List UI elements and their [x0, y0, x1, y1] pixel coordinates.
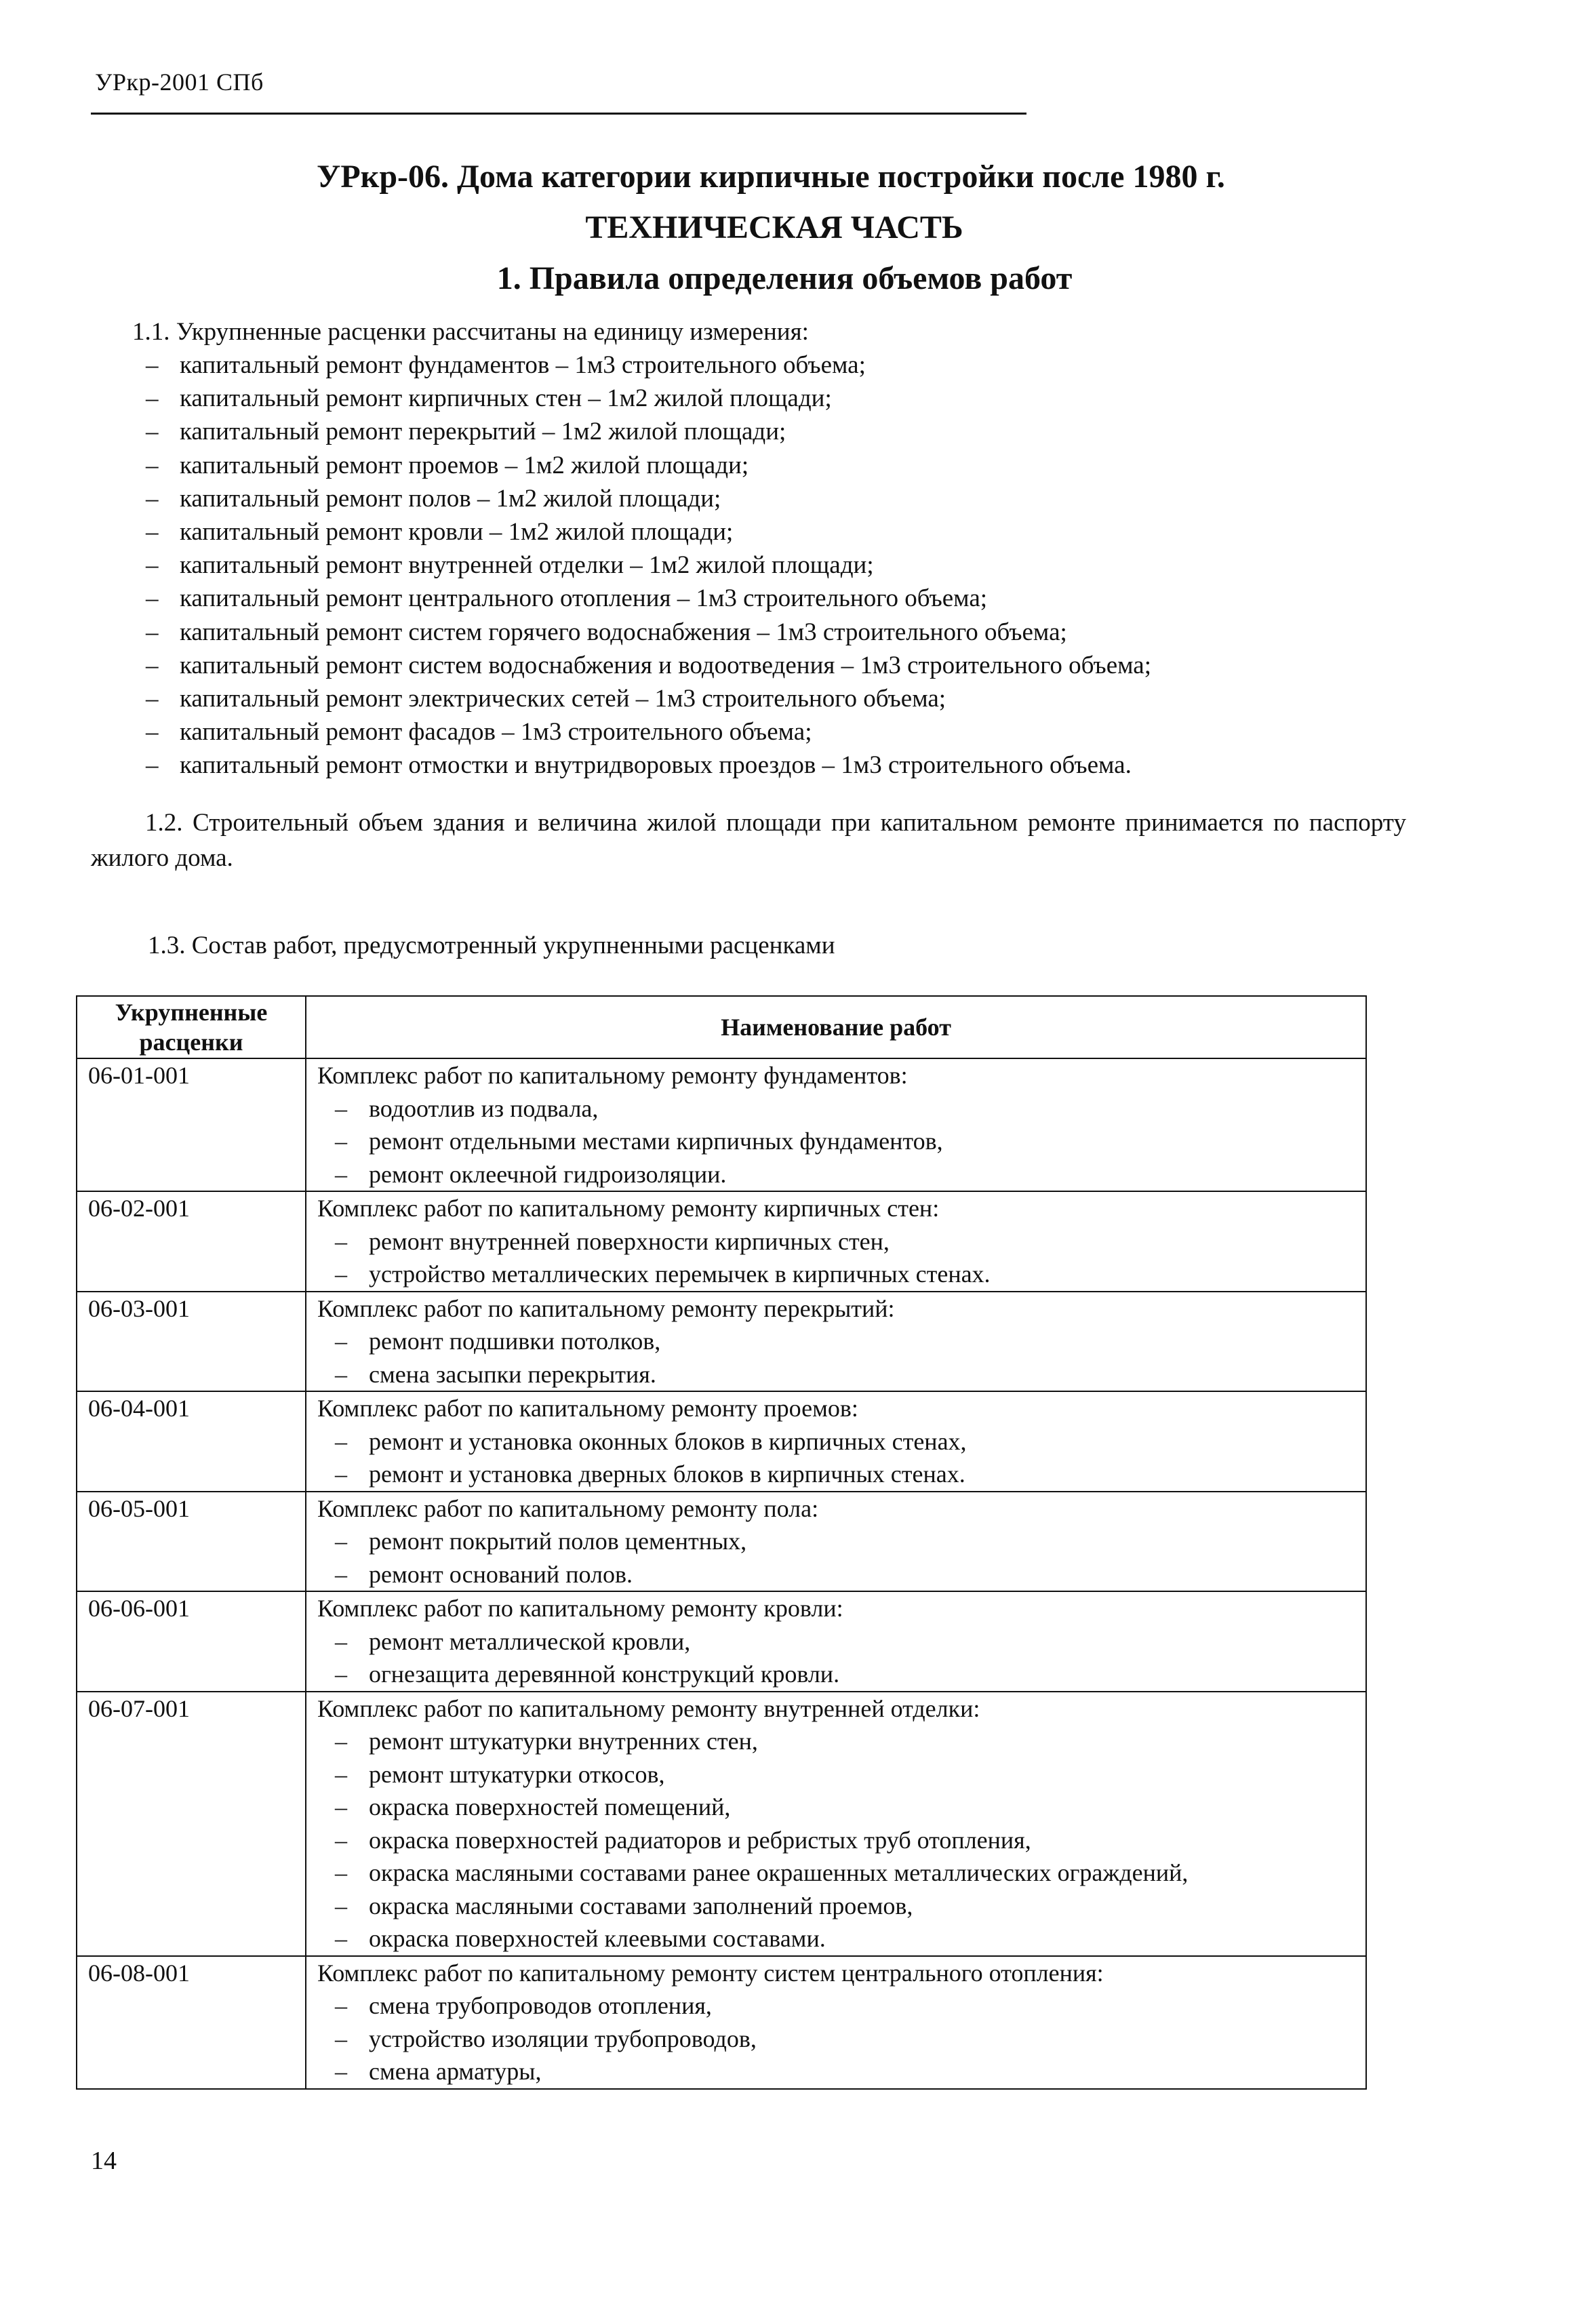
work-item: – смена арматуры, — [335, 2058, 542, 2085]
section-title: ТЕХНИЧЕСКАЯ ЧАСТЬ — [585, 210, 963, 245]
document-code: УРкр-2001 СПб — [95, 68, 264, 96]
paragraph-1-2: 1.2. Строительный объем здания и величина жилой площади при капитальном ремонте принимается по паспорту жилого дома. — [91, 809, 1406, 872]
column-header-name: Наименование работ — [306, 996, 1366, 1058]
list-item: – капитальный ремонт отмостки и внутридворовых проездов – 1м3 строительного объема. — [146, 751, 1132, 780]
list-item: – капитальный ремонт центрального отопления – 1м3 строительного объема; — [146, 584, 988, 613]
table-row — [77, 1191, 1366, 1292]
work-description — [306, 1058, 1366, 1191]
work-item: – смена трубопроводов отопления, — [335, 1992, 712, 2019]
header-divider — [91, 113, 1026, 115]
paragraph-1-1-intro: 1.1. Укрупненные расценки рассчитаны на единицу измерения: — [132, 318, 809, 346]
rate-code: 06-03-001 — [77, 1292, 306, 1392]
work-complex-title: Комплекс работ по капитальному ремонту кровли: — [317, 1595, 843, 1622]
table-header-row — [77, 996, 1366, 1058]
page-number: 14 — [91, 2147, 117, 2175]
work-item: – ремонт покрытий полов цементных, — [335, 1528, 747, 1555]
paragraph-1-3: 1.3. Состав работ, предусмотренный укрупненными расценками — [148, 932, 835, 959]
work-item: – окраска масляными составами ранее окрашенных металлических ограждений, — [335, 1859, 1189, 1886]
work-description — [306, 1591, 1366, 1692]
work-description — [306, 1191, 1366, 1292]
table-row — [77, 1058, 1366, 1191]
work-item: – ремонт штукатурки внутренних стен, — [335, 1728, 758, 1755]
list-item: – капитальный ремонт фундаментов – 1м3 строительного объема; — [146, 351, 866, 379]
column-header-code: Укрупненные расценки — [77, 996, 306, 1058]
list-item: – капитальный ремонт перекрытий – 1м2 жилой площади; — [146, 418, 786, 446]
work-item: – ремонт металлической кровли, — [335, 1627, 691, 1655]
list-item: – капитальный ремонт фасадов – 1м3 строительного объема; — [146, 718, 812, 746]
rate-code: 06-08-001 — [77, 1956, 306, 2089]
rate-code: 06-07-001 — [77, 1692, 306, 1956]
rate-code: 06-01-001 — [77, 1058, 306, 1191]
work-complex-title: Комплекс работ по капитальному ремонту пола: — [317, 1494, 819, 1522]
work-item: – ремонт оклеечной гидроизоляции. — [335, 1160, 727, 1188]
work-complex-title: Комплекс работ по капитальному ремонту внутренней отделки: — [317, 1694, 980, 1722]
work-item: – ремонт внутренней поверхности кирпичных стен, — [335, 1227, 890, 1255]
work-item: – огнезащита деревянной конструкций кровли. — [335, 1660, 840, 1688]
work-item: – ремонт оснований полов. — [335, 1560, 633, 1588]
work-item: – ремонт подшивки потолков, — [335, 1328, 661, 1355]
work-description — [306, 1292, 1366, 1392]
table-row — [77, 1956, 1366, 2089]
work-description — [306, 1692, 1366, 1956]
list-item: – капитальный ремонт систем водоснабжения и водоотведения – 1м3 строительного объема; — [146, 651, 1151, 679]
work-item: – ремонт и установка дверных блоков в кирпичных стенах. — [335, 1460, 965, 1488]
table-row — [77, 1492, 1366, 1592]
work-complex-title: Комплекс работ по капитальному ремонту фундаментов: — [317, 1062, 908, 1089]
table-row — [77, 1391, 1366, 1492]
table-row — [77, 1591, 1366, 1692]
rate-code: 06-05-001 — [77, 1492, 306, 1592]
work-complex-title: Комплекс работ по капитальному ремонту систем центрального отопления: — [317, 1959, 1104, 1987]
subsection-title: 1. Правила определения объемов работ — [496, 260, 1073, 296]
list-item: – капитальный ремонт систем горячего водоснабжения – 1м3 строительного объема; — [146, 618, 1067, 646]
work-description — [306, 1956, 1366, 2089]
work-item: – смена засыпки перекрытия. — [335, 1360, 656, 1388]
work-item: – ремонт штукатурки откосов, — [335, 1760, 665, 1788]
work-description — [306, 1391, 1366, 1492]
table-row — [77, 1292, 1366, 1392]
measurement-units-list — [146, 349, 1151, 782]
work-item: – окраска поверхностей помещений, — [335, 1793, 731, 1820]
work-item: – ремонт и установка оконных блоков в кирпичных стенах, — [335, 1427, 967, 1455]
page-title: УРкр-06. Дома категории кирпичные постройки после 1980 г. — [317, 159, 1225, 195]
work-item: – устройство изоляции трубопроводов, — [335, 2025, 757, 2052]
rate-code: 06-02-001 — [77, 1191, 306, 1292]
list-item: – капитальный ремонт кирпичных стен – 1м2 жилой площади; — [146, 384, 832, 413]
work-item: – устройство металлических перемычек в кирпичных стенах. — [335, 1260, 991, 1288]
work-composition-table — [76, 995, 1367, 2090]
work-item: – окраска масляными составами заполнений проемов, — [335, 1892, 913, 1919]
work-complex-title: Комплекс работ по капитальному ремонту проемов: — [317, 1395, 858, 1422]
work-complex-title: Комплекс работ по капитальному ремонту кирпичных стен: — [317, 1195, 940, 1222]
rate-code: 06-06-001 — [77, 1591, 306, 1692]
list-item: – капитальный ремонт электрических сетей – 1м3 строительного объема; — [146, 685, 946, 713]
work-item: – ремонт отдельными местами кирпичных фундаментов, — [335, 1128, 943, 1155]
list-item: – капитальный ремонт полов – 1м2 жилой площади; — [146, 484, 721, 513]
work-description — [306, 1492, 1366, 1592]
work-item: – окраска поверхностей клеевыми составами. — [335, 1925, 826, 1952]
rate-code: 06-04-001 — [77, 1391, 306, 1492]
table-row — [77, 1692, 1366, 1956]
list-item: – капитальный ремонт внутренней отделки – 1м2 жилой площади; — [146, 551, 874, 580]
list-item: – капитальный ремонт кровли – 1м2 жилой площади; — [146, 518, 734, 546]
work-complex-title: Комплекс работ по капитальному ремонту перекрытий: — [317, 1294, 895, 1322]
list-item: – капитальный ремонт проемов – 1м2 жилой площади; — [146, 451, 749, 479]
work-item: – водоотлив из подвала, — [335, 1094, 599, 1122]
work-item: – окраска поверхностей радиаторов и ребристых труб отопления, — [335, 1826, 1031, 1854]
